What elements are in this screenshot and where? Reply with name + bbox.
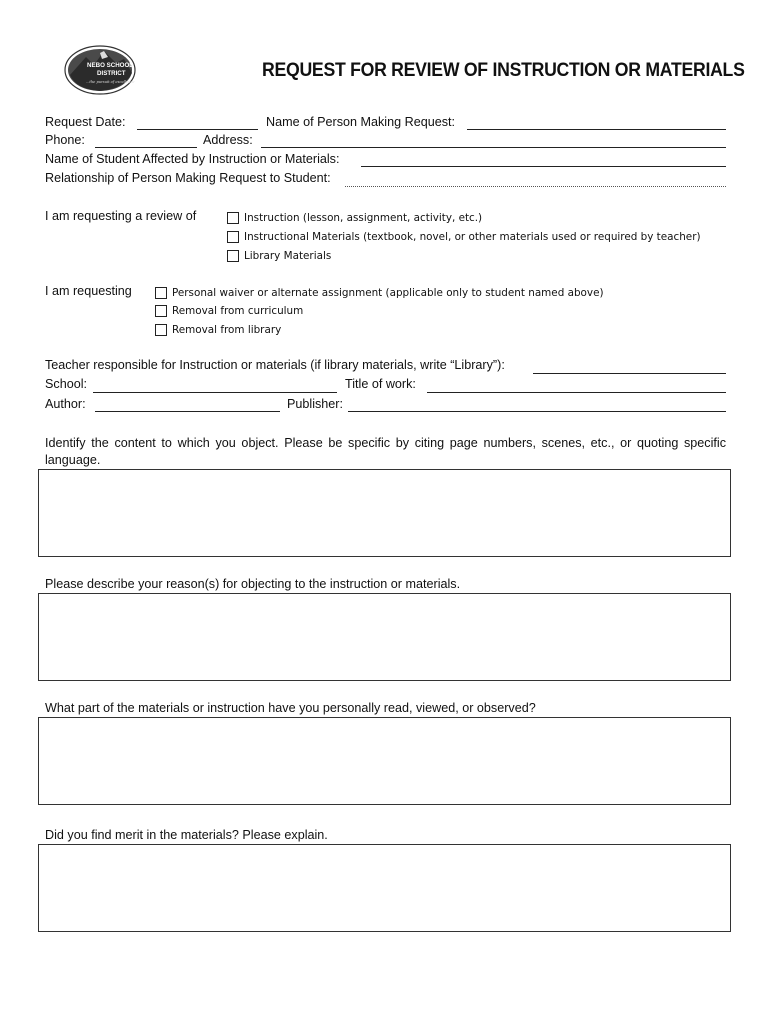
requester-name-label: Name of Person Making Request: xyxy=(266,115,455,129)
review-option-materials[interactable] xyxy=(227,231,701,243)
relationship-label: Relationship of Person Making Request to Student: xyxy=(45,171,331,185)
answer-box-reasons[interactable] xyxy=(38,593,731,681)
question-objection-content: Identify the content to which you object. Please be specific by citing page numbers, scenes, etc., or quoting specific language. xyxy=(45,436,726,467)
student-name-label: Name of Student Affected by Instruction or Materials: xyxy=(45,152,340,166)
student-name-field[interactable] xyxy=(361,166,726,167)
logo-tagline-text: ...the pursuit of excellence xyxy=(86,80,135,84)
requesting-option-waiver[interactable] xyxy=(155,287,604,299)
requesting-option-label: Personal waiver or alternate assignment (applicable only to student named above) xyxy=(172,287,604,299)
relationship-field[interactable] xyxy=(345,186,726,187)
school-label: School: xyxy=(45,377,88,391)
review-of-label: I am requesting a review of xyxy=(45,209,197,223)
requesting-label: I am requesting xyxy=(45,284,132,298)
question-reasons: Please describe your reason(s) for objecting to the instruction or materials. xyxy=(45,577,461,591)
form-title: REQUEST FOR REVIEW OF INSTRUCTION OR MATERIALS xyxy=(262,60,745,81)
author-field[interactable] xyxy=(95,411,280,412)
address-field[interactable] xyxy=(261,147,726,148)
request-date-label: Request Date: xyxy=(45,115,126,129)
address-label: Address: xyxy=(203,133,253,147)
answer-box-merit[interactable] xyxy=(38,844,731,932)
review-option-library[interactable] xyxy=(227,250,331,262)
title-of-work-field[interactable] xyxy=(427,392,726,393)
checkbox-icon[interactable] xyxy=(227,250,239,262)
requesting-option-library[interactable] xyxy=(155,324,281,336)
phone-field[interactable] xyxy=(95,147,197,148)
checkbox-icon[interactable] xyxy=(155,287,167,299)
logo-line1-text: NEBO SCHOOL xyxy=(87,62,134,69)
checkbox-icon[interactable] xyxy=(227,212,239,224)
district-logo-icon xyxy=(64,45,136,95)
request-date-field[interactable] xyxy=(137,129,258,130)
requester-name-field[interactable] xyxy=(467,129,726,130)
requesting-option-label: Removal from library xyxy=(172,324,282,336)
question-personally-observed: What part of the materials or instruction have you personally read, viewed, or observed? xyxy=(45,701,536,715)
school-field[interactable] xyxy=(93,392,337,393)
question-merit: Did you find merit in the materials? Please explain. xyxy=(45,828,328,842)
review-option-label: Instruction (lesson, assignment, activity, etc.) xyxy=(244,212,483,224)
answer-box-personally-observed[interactable] xyxy=(38,717,731,805)
checkbox-icon[interactable] xyxy=(227,231,239,243)
publisher-field[interactable] xyxy=(348,411,726,412)
review-option-instruction[interactable] xyxy=(227,212,482,224)
review-option-label: Instructional Materials (textbook, novel, or other materials used or required by teacher) xyxy=(244,231,701,243)
requesting-option-curriculum[interactable] xyxy=(155,305,303,317)
review-option-label: Library Materials xyxy=(244,250,332,262)
publisher-label: Publisher: xyxy=(287,397,344,411)
teacher-label: Teacher responsible for Instruction or materials (if library materials, write “Library”): xyxy=(45,358,505,372)
logo-line2-text: DISTRICT xyxy=(97,70,126,77)
checkbox-icon[interactable] xyxy=(155,324,167,336)
checkbox-icon[interactable] xyxy=(155,305,167,317)
phone-label: Phone: xyxy=(45,133,85,147)
teacher-field[interactable] xyxy=(533,373,726,374)
author-label: Author: xyxy=(45,397,86,411)
title-of-work-label: Title of work: xyxy=(345,377,416,391)
requesting-option-label: Removal from curriculum xyxy=(172,305,304,317)
answer-box-objection-content[interactable] xyxy=(38,469,731,557)
